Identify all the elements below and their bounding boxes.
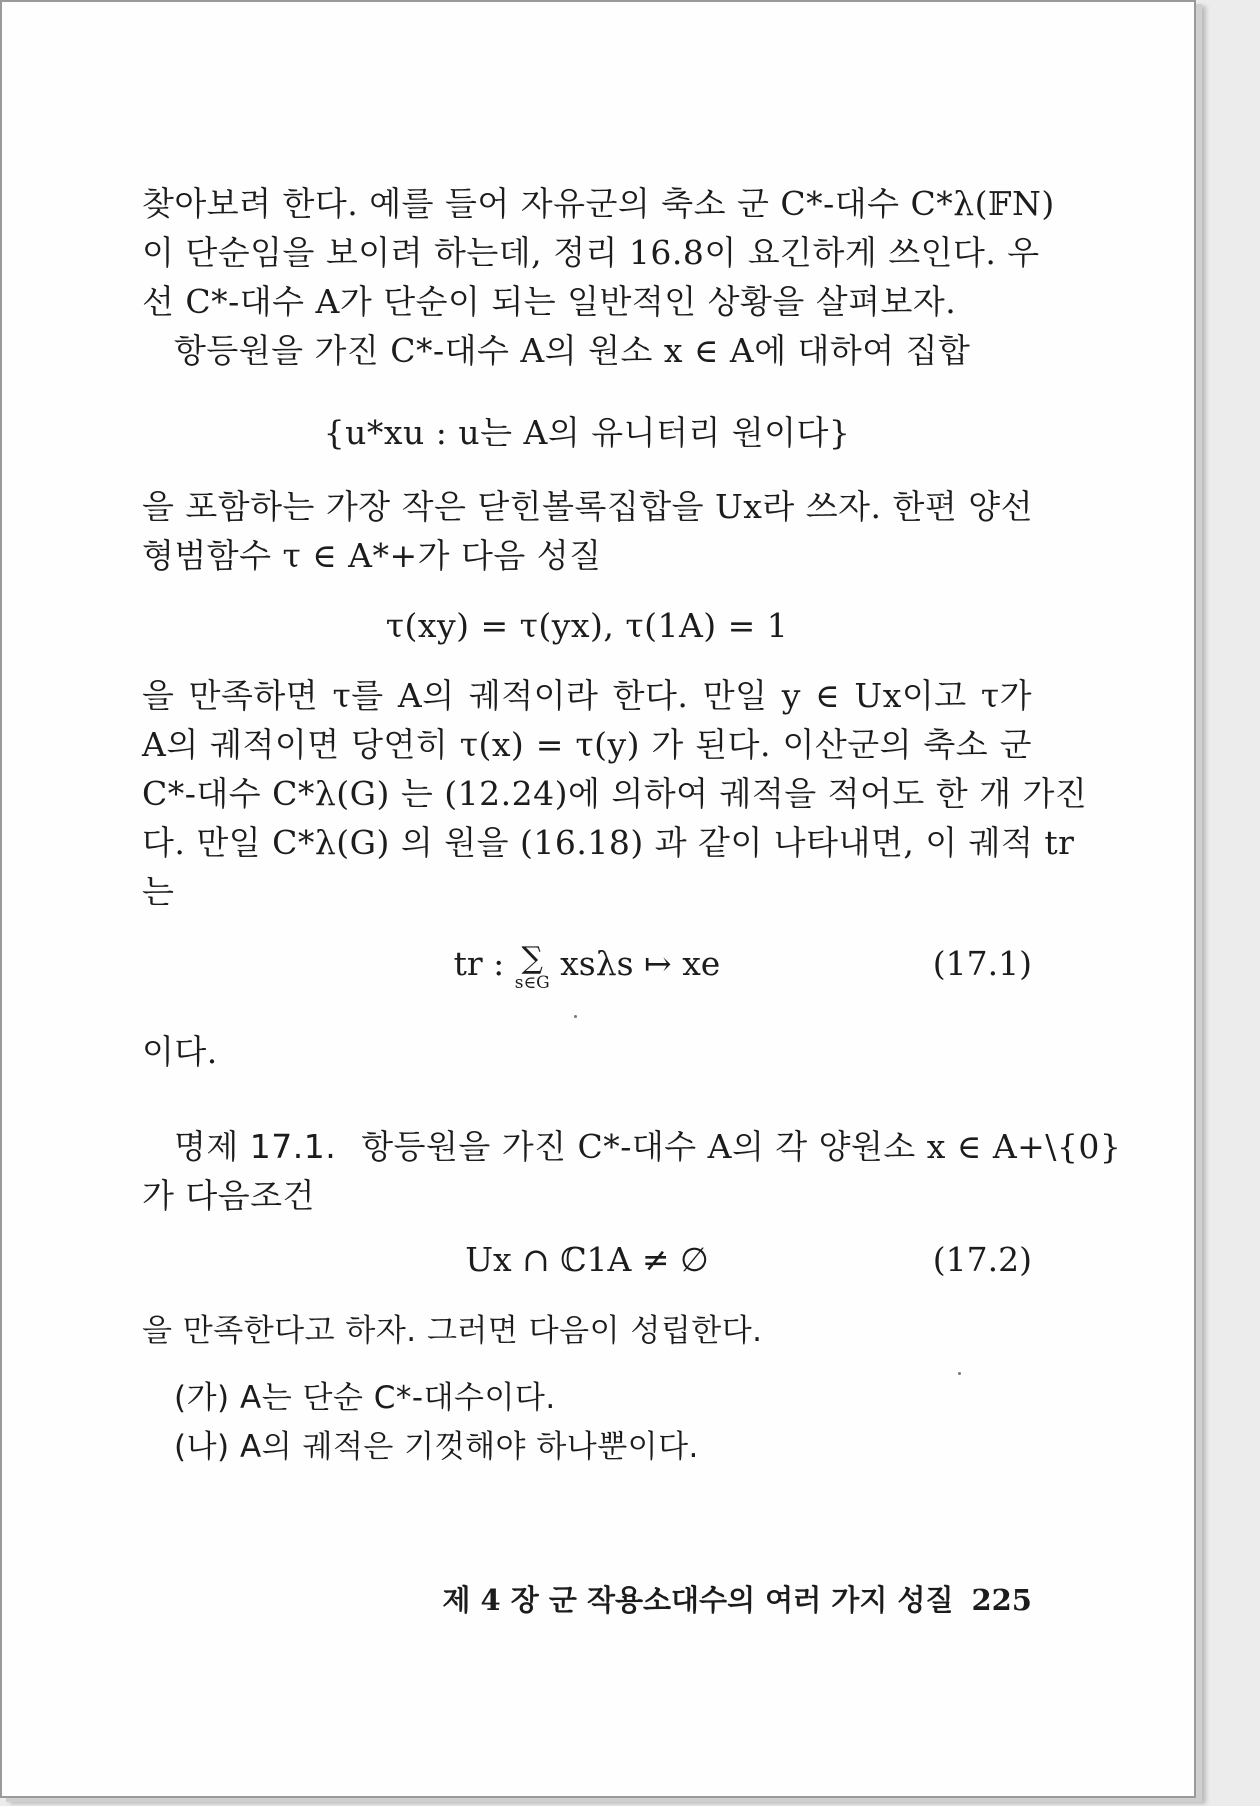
list-item: (가) A는 단순 C*-대수이다. xyxy=(174,1380,556,1416)
text-line: 선 C*-대수 A가 단순이 되는 일반적인 상황을 살펴보자. xyxy=(142,282,957,321)
sum-subscript: s∈G xyxy=(514,973,550,993)
text-line: 찾아보려 한다. 예를 들어 자유군의 축소 군 C*-대수 C*λ(𝔽N) xyxy=(142,184,1055,223)
text-line: 항등원을 가진 C*-대수 A의 원소 x ∈ A에 대하여 집합 xyxy=(174,331,971,370)
proposition-text: 항등원을 가진 C*-대수 A의 각 양원소 x ∈ A+\{0} xyxy=(361,1127,1122,1166)
sum-symbol: ∑ xyxy=(521,941,543,976)
chapter-title: 제 4 장 군 작용소대수의 여러 가지 성질 xyxy=(442,1583,954,1617)
text-line: 을 포함하는 가장 작은 닫힌볼록집합을 Ux라 쓰자. 한편 양선 xyxy=(142,487,1034,526)
equation-rhs: xsλs ↦ xe xyxy=(560,944,721,983)
text-line: 이 단순임을 보이려 하는데, 정리 16.8이 요긴하게 쓰인다. 우 xyxy=(142,233,1040,272)
text-line: 는 xyxy=(142,872,175,911)
proposition-title: 명제 17.1. xyxy=(174,1127,337,1166)
equation-lhs: tr : xyxy=(453,944,515,983)
text-line: 형범함수 τ ∈ A*+가 다음 성질 xyxy=(142,536,602,575)
trace-display: τ(xy) = τ(yx), τ(1A) = 1 xyxy=(385,606,789,645)
set-display: {u*xu : u는 A의 유니터리 원이다} xyxy=(323,413,851,452)
text-line: 가 다음조건 xyxy=(142,1176,315,1215)
page-number: 225 xyxy=(971,1583,1032,1617)
text-line: C*-대수 C*λ(G) 는 (12.24)에 의하여 궤적을 적어도 한 개 가진 xyxy=(142,774,1088,813)
sum-block xyxy=(514,941,550,993)
text-line: 이다. xyxy=(142,1032,218,1071)
text-line: 다. 만일 C*λ(G) 의 원을 (16.18) 과 같이 나타내면, 이 궤적 tr xyxy=(142,823,1075,862)
scan-speck xyxy=(958,1372,961,1375)
equation-number: (17.2) xyxy=(932,1240,1032,1279)
proposition-line xyxy=(174,1127,1122,1167)
equation-number: (17.1) xyxy=(932,944,1032,983)
equation-body xyxy=(142,941,1032,993)
text-line: A의 궤적이면 당연히 τ(x) = τ(y) 가 된다. 이산군의 축소 군 xyxy=(142,725,1032,764)
text-line: 을 만족하면 τ를 A의 궤적이라 한다. 만일 y ∈ Ux이고 τ가 xyxy=(142,676,1032,715)
running-footer xyxy=(142,1582,1032,1618)
equation-body: Ux ∩ ℂ1A ≠ ∅ xyxy=(465,1240,709,1279)
scan-speck xyxy=(574,1015,577,1018)
text-line: 을 만족한다고 하자. 그러면 다음이 성립한다. xyxy=(142,1313,763,1349)
list-item: (나) A의 궤적은 기껏해야 하나뿐이다. xyxy=(174,1429,699,1465)
